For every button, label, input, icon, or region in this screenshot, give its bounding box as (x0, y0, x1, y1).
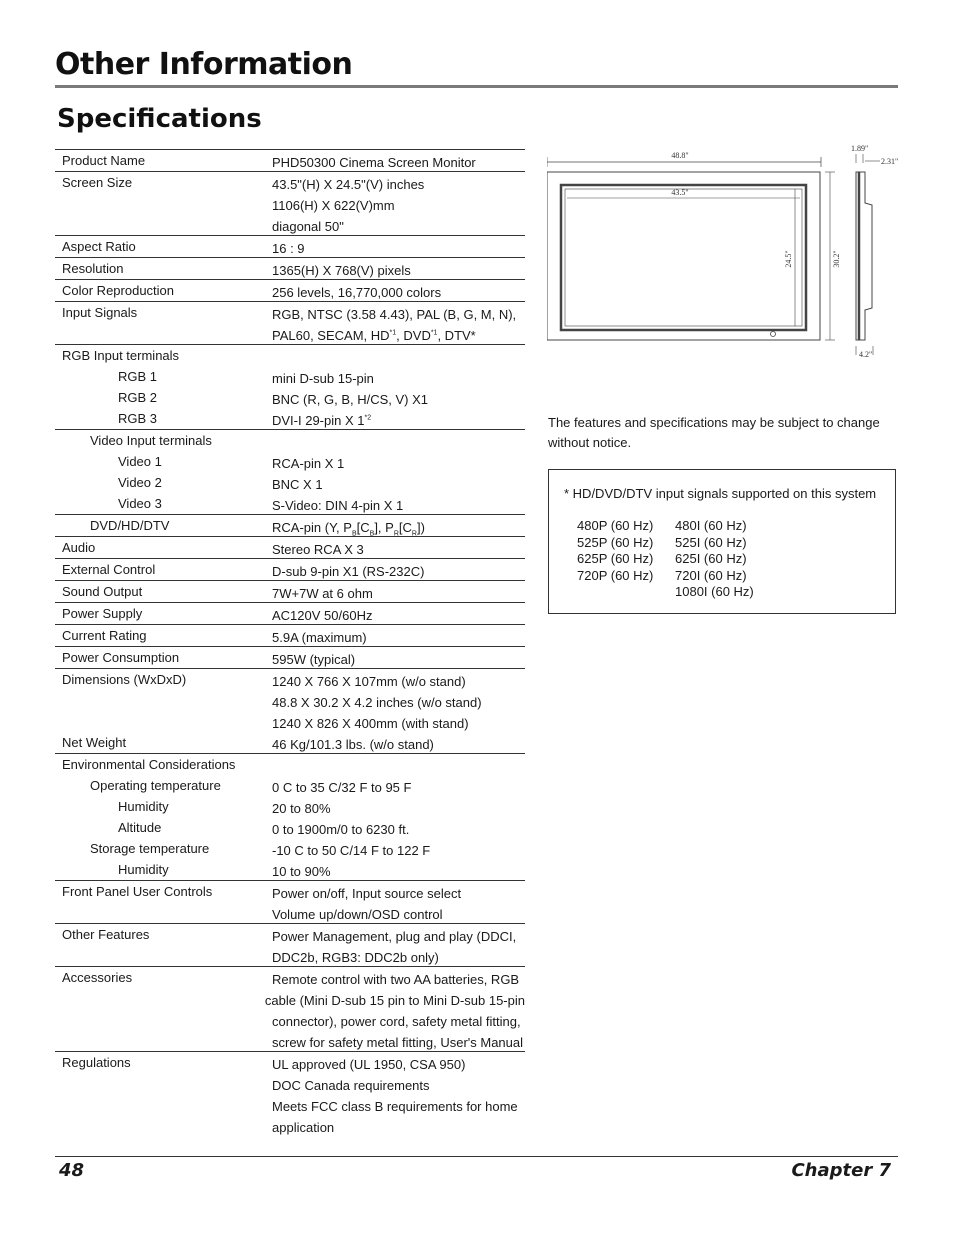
spec-label: Front Panel User Controls (62, 884, 213, 899)
spec-group-environmental (55, 753, 525, 880)
spec-value: 7W+7W at 6 ohm (272, 586, 373, 601)
spec-label: Dimensions (WxDxD) (62, 672, 187, 687)
spec-value: screw for safety metal fitting, User's Manual (272, 1035, 524, 1050)
spec-value: D-sub 9-pin X1 (RS-232C) (272, 564, 425, 579)
signal-item: 625P (60 Hz) (577, 551, 654, 566)
spec-group-screen-size (55, 171, 525, 235)
signal-item: 525I (60 Hz) (675, 534, 747, 550)
spec-value: 0 to 1900m/0 to 6230 ft. (272, 822, 410, 837)
section-title: Other Information (55, 47, 353, 82)
spec-label: Regulations (62, 1055, 131, 1070)
spec-label: Video Input terminals (90, 433, 212, 448)
chapter-label: Chapter 7 (791, 1160, 891, 1181)
spec-label: Current Rating (62, 628, 147, 643)
spec-value: PAL60, SECAM, HD$^{*1}$, DVD$^{*1}$, DTV* (272, 328, 476, 343)
spec-value: application (272, 1120, 335, 1135)
spec-group-current-rating (55, 624, 525, 646)
spec-group-external-control (55, 558, 525, 580)
spec-group-resolution (55, 257, 525, 279)
spec-group-video-input (55, 429, 525, 514)
spec-label: Screen Size (62, 175, 133, 190)
spec-label: RGB 2 (118, 390, 158, 405)
signal-item: 625I (60 Hz) (675, 551, 747, 566)
spec-group-sound-output (55, 580, 525, 602)
spec-label: Humidity (118, 799, 169, 814)
spec-label: RGB Input terminals (62, 348, 180, 363)
spec-group-other-features (55, 923, 525, 966)
spec-label: Power Consumption (62, 650, 180, 665)
spec-value: 10 to 90% (272, 864, 331, 879)
depth-bottom-label: 4.2" (859, 350, 873, 359)
spec-label: Environmental Considerations (62, 757, 236, 772)
spec-value: RGB, NTSC (3.58 4.43), PAL (B, G, M, N), (272, 307, 517, 322)
spec-value: S-Video: DIN 4-pin X 1 (272, 498, 404, 513)
spec-group-dimensions (55, 668, 525, 753)
spec-label: Sound Output (62, 584, 143, 599)
spec-label: RGB 1 (118, 369, 158, 384)
page-heading: Specifications (57, 104, 262, 134)
spec-label: RGB 3 (118, 411, 158, 426)
spec-value: mini D-sub 15-pin (272, 371, 374, 386)
signal-note: * HD/DVD/DTV input signals supported on this system (564, 486, 877, 501)
spec-value: cable (Mini D-sub 15 pin to Mini D-sub 15-pin (264, 993, 525, 1008)
spec-value: UL approved (UL 1950, CSA 950) (272, 1057, 466, 1072)
spec-label: Audio (62, 540, 96, 555)
spec-label: Other Features (62, 927, 150, 942)
spec-value: 48.8 X 30.2 X 4.2 inches (w/o stand) (272, 695, 482, 710)
spec-group-power-supply (55, 602, 525, 624)
spec-group-rgb-input (55, 344, 525, 429)
signal-columns (577, 518, 754, 601)
dimension-diagram (547, 143, 907, 363)
spec-group-regulations (55, 1051, 525, 1136)
header-rule (55, 85, 898, 88)
depth-top-label: 1.89" (851, 144, 869, 153)
spec-value: DDC2b, RGB3: DDC2b only) (272, 950, 439, 965)
spec-label: Power Supply (62, 606, 143, 621)
depth-side-label: 2.31" (881, 157, 899, 166)
footer-rule (55, 1156, 898, 1157)
signal-item: 480P (60 Hz) (577, 518, 654, 533)
signal-item: 720I (60 Hz) (675, 567, 747, 583)
overall-height-label: 30.2" (832, 250, 841, 268)
spec-label: Video 3 (118, 496, 162, 511)
spec-label: External Control (62, 562, 156, 577)
spec-value: 1365(H) X 768(V) pixels (272, 263, 411, 278)
spec-value: 16 : 9 (272, 241, 305, 256)
spec-label: Accessories (62, 970, 133, 985)
screen-width-label: 43.5" (671, 188, 689, 197)
spec-value: Meets FCC class B requirements for home (272, 1099, 518, 1114)
spec-value: diagonal 50" (272, 219, 344, 234)
signal-item: 1080I (60 Hz) (675, 584, 754, 599)
spec-label: Video 2 (118, 475, 162, 490)
spec-value: 46 Kg/101.3 lbs. (w/o stand) (272, 737, 434, 752)
spec-label: Altitude (118, 820, 162, 835)
spec-label: Product Name (62, 153, 146, 168)
spec-value: 0 C to 35 C/32 F to 95 F (272, 780, 412, 795)
spec-value: 43.5"(H) X 24.5"(V) inches (272, 177, 425, 192)
overall-width-label: 48.8" (671, 151, 689, 160)
spec-value: RCA-pin (Y, $P_B[C_B]$, $P_R[C_R]$) (272, 520, 425, 538)
notice-text: The features and specifications may be subject to change without notice. (548, 415, 880, 450)
spec-group-accessories (55, 966, 525, 1051)
spec-value: connector), power cord, safety metal fitting, (272, 1014, 521, 1029)
spec-value: Power on/off, Input source select (272, 886, 462, 901)
spec-value: 256 levels, 16,770,000 colors (272, 285, 442, 300)
signal-item: 480I (60 Hz) (675, 518, 747, 533)
spec-value: -10 C to 50 C/14 F to 122 F (272, 843, 431, 858)
spec-label: Net Weight (62, 735, 127, 750)
spec-value: DVI-I 29-pin X 1$^{*2}$ (272, 413, 372, 428)
signal-col-progressive (577, 518, 675, 601)
spec-label: Input Signals (62, 305, 138, 320)
power-indicator-icon (771, 332, 776, 337)
spec-table (55, 149, 525, 1136)
spec-group-audio (55, 536, 525, 558)
spec-value: Stereo RCA X 3 (272, 542, 364, 557)
spec-value: BNC (R, G, B, H/CS, V) X1 (272, 392, 429, 407)
spec-value: Power Management, plug and play (DDCI, (272, 929, 517, 944)
spec-label: Operating temperature (90, 778, 221, 793)
spec-value: DOC Canada requirements (272, 1078, 430, 1093)
spec-label: Humidity (118, 862, 169, 877)
spec-value: PHD50300 Cinema Screen Monitor (272, 155, 476, 170)
signal-item: 525P (60 Hz) (577, 534, 654, 550)
screen-height-label: 24.5" (784, 250, 793, 268)
spec-group-color-reproduction (55, 279, 525, 301)
spec-label: DVD/HD/DTV (90, 518, 170, 533)
spec-label: Video 1 (118, 454, 162, 469)
spec-value: Remote control with two AA batteries, RGB (272, 972, 520, 987)
spec-value: 20 to 80% (272, 801, 331, 816)
spec-group-input-signals (55, 301, 525, 344)
signal-item: 720P (60 Hz) (577, 567, 654, 583)
spec-group-front-panel (55, 880, 525, 923)
spec-value: 1240 X 766 X 107mm (w/o stand) (272, 674, 466, 689)
spec-value: 595W (typical) (272, 652, 356, 667)
spec-value: RCA-pin X 1 (272, 456, 345, 471)
spec-value: 1106(H) X 622(V)mm (272, 198, 395, 213)
spec-group-power-consumption (55, 646, 525, 668)
spec-label: Aspect Ratio (62, 239, 136, 254)
spec-value: Volume up/down/OSD control (272, 907, 443, 922)
signal-box (548, 469, 896, 614)
page-number: 48 (59, 1160, 85, 1181)
signal-col-interlaced (675, 518, 754, 601)
spec-value: 5.9A (maximum) (272, 630, 367, 645)
spec-group-aspect-ratio (55, 235, 525, 257)
spec-group-dvd-hd-dtv (55, 514, 525, 536)
spec-label: Storage temperature (90, 841, 210, 856)
spec-value: BNC X 1 (272, 477, 323, 492)
spec-value: 1240 X 826 X 400mm (with stand) (272, 716, 469, 731)
spec-group-product-name (55, 149, 525, 171)
spec-label: Color Reproduction (62, 283, 175, 298)
spec-value: AC120V 50/60Hz (272, 608, 373, 623)
spec-label: Resolution (62, 261, 124, 276)
